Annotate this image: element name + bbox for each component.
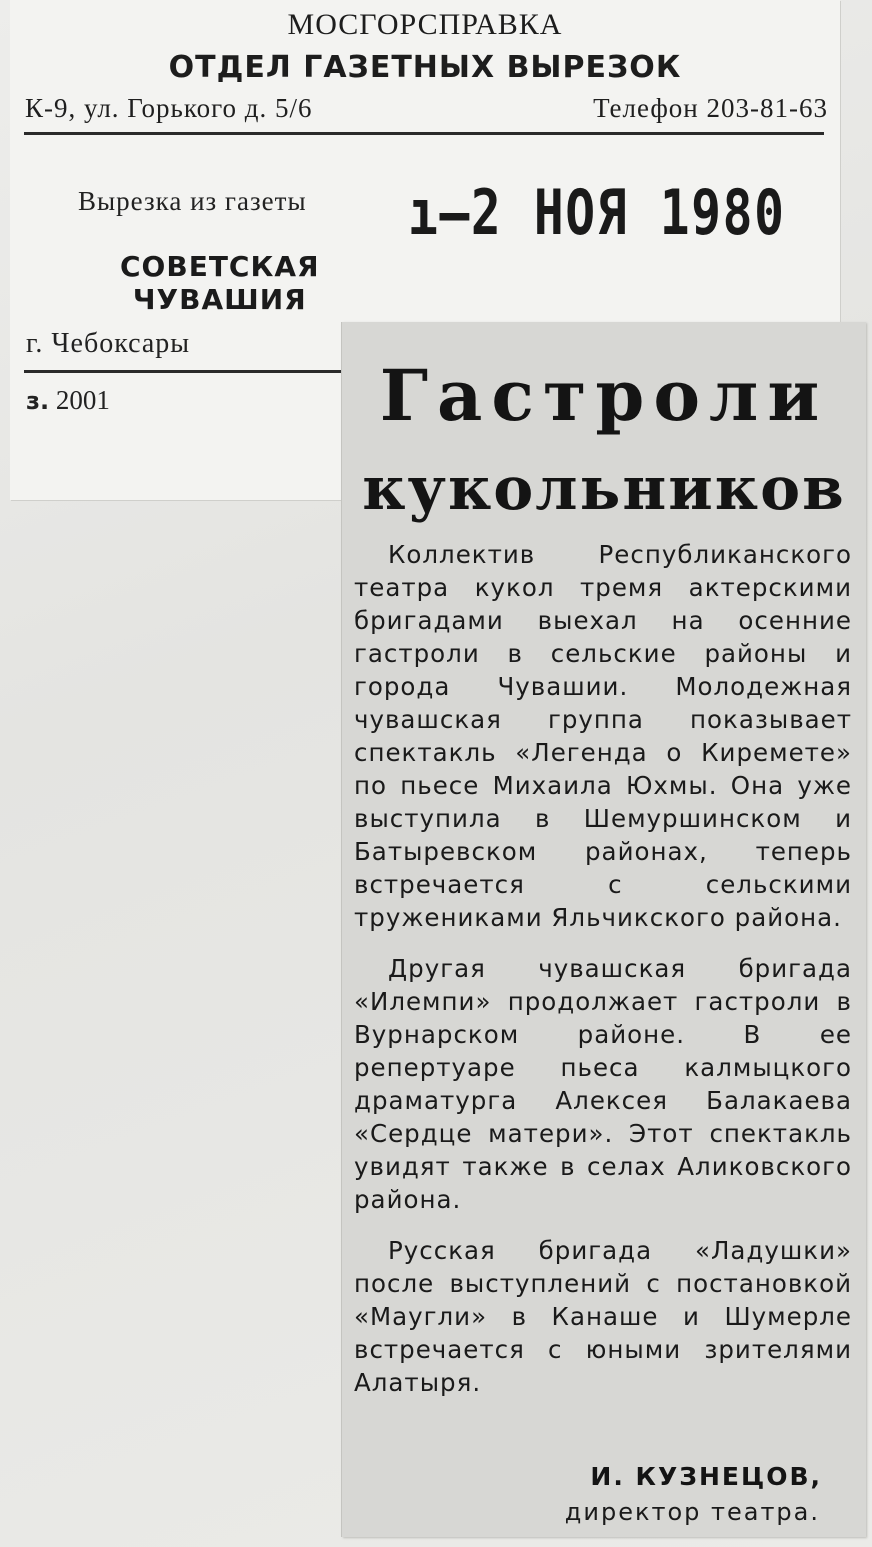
date-stamp-text: 2 НОЯ 1980 bbox=[470, 176, 786, 249]
newspaper-clipping bbox=[342, 322, 866, 1537]
article-paragraph-3: Русская бригада «Ладушки» после выступлений с постановкой «Маугли» в Канаше и Шумерле встречается с юными зрителями Алатыря. bbox=[354, 1236, 852, 1397]
newspaper-city: г. Чебоксары bbox=[26, 328, 191, 359]
date-stamp: ı–2 НОЯ 1980 bbox=[408, 176, 786, 249]
article-title-line-2: кукольников bbox=[362, 454, 846, 524]
agency-phone: Телефон 203-81-63 bbox=[593, 93, 828, 123]
newspaper-title-line-2: ЧУВАШИЯ bbox=[132, 283, 307, 316]
department-name: ОТДЕЛ ГАЗЕТНЫХ ВЫРЕЗОК bbox=[168, 50, 682, 85]
header-divider bbox=[24, 132, 824, 135]
newspaper-title bbox=[120, 250, 320, 316]
article-body bbox=[354, 538, 852, 1417]
article-author-role: директор театра. bbox=[564, 1498, 820, 1526]
order-value: 2001 bbox=[55, 385, 110, 415]
article-author: И. КУЗНЕЦОВ, bbox=[590, 1462, 822, 1491]
article-paragraph-1: Коллектив Республиканского театра кукол тремя актерскими бригадами выехал на осенние гастроли в сельские районы и города Чувашии. Молодежная чувашская группа показывает спектакль «Легенда о Киремете» по пьесе Михаила Юхмы. Она уже выступила в Шемуршинском и Батыревском районах, теперь встречается с сельскими тружениками Яльчикского района. bbox=[354, 540, 852, 932]
order-number bbox=[26, 385, 110, 416]
order-prefix: з. bbox=[26, 387, 50, 415]
newspaper-title-line-1: СОВЕТСКАЯ bbox=[120, 250, 320, 283]
article-title-line-1: Гастроли bbox=[379, 354, 829, 437]
agency-address: К-9, ул. Горького д. 5/6 bbox=[25, 93, 313, 123]
city-divider bbox=[24, 370, 354, 373]
article-paragraph-2: Другая чувашская бригада «Илемпи» продолжает гастроли в Вурнарском районе. В ее репертуаре пьеса калмыцкого драматурга Алексея Балакаева «Сердце матери». Этот спектакль увидят также в селах Аликовского района. bbox=[354, 954, 852, 1214]
agency-name: МОСГОРСПРАВКА bbox=[287, 8, 563, 41]
source-label: Вырезка из газеты bbox=[78, 186, 307, 216]
